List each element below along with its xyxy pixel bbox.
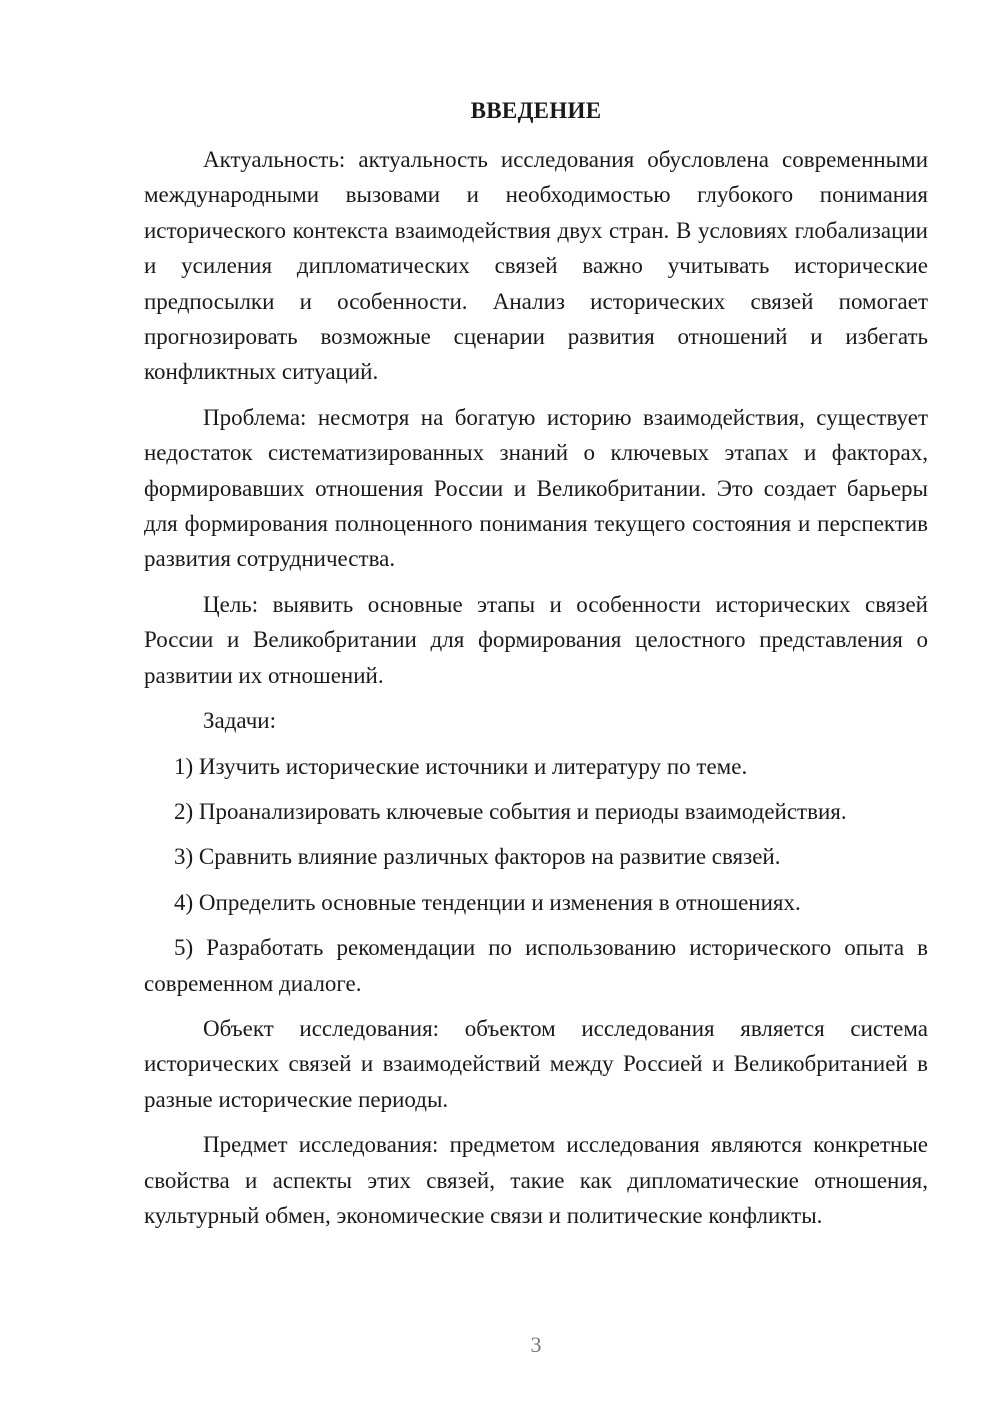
page-title: ВВЕДЕНИЕ [470, 98, 602, 123]
paragraph-goal: Цель: выявить основные этапы и особенности исторических связей России и Великобритании для формирования целостного представления о развитии их отношений. [144, 591, 928, 688]
paragraph-relevance: Актуальность: актуальность исследования обусловлена современными международными вызовами и необходимостью глубокого понимания исторического контекста взаимодействия двух стран. В условиях глобализации и усиления дипломатических связей важно учитывать исторические предпосылки и особенности. Анализ исторических связей помогает прогнозировать возможные сценарии развития отношений и избегать конфликтных ситуаций. [144, 147, 928, 385]
paragraph-subject: Предмет исследования: предметом исследования являются конкретные свойства и аспекты этих связей, такие как дипломатические отношения, культурный обмен, экономические связи и политические конфликты. [144, 1132, 928, 1228]
paragraph-problem: Проблема: несмотря на богатую историю взаимодействия, существует недостаток систематизированных знаний о ключевых этапах и факторах, формировавших отношения России и Великобритании. Это создает барьеры для формирования полноценного понимания текущего состояния и перспектив развития сотрудничества. [144, 404, 928, 572]
paragraph-object: Объект исследования: объектом исследования является система исторических связей и взаимодействий между Россией и Великобританией в разные исторические периоды. [144, 1015, 928, 1112]
tasks-heading: Задачи: [203, 708, 276, 734]
task-item-3: 3) Сравнить влияние различных факторов на развитие связей. [174, 844, 781, 870]
task-item-1: 1) Изучить исторические источники и литературу по теме. [174, 753, 748, 779]
page-number: 3 [530, 1332, 542, 1357]
task-item-4: 4) Определить основные тенденции и изменения в отношениях. [174, 889, 801, 915]
document-body [144, 142, 928, 1243]
task-item-5: 5) Разработать рекомендации по использованию исторического опыта в современном диалоге. [144, 935, 928, 996]
task-item-2: 2) Проанализировать ключевые события и периоды взаимодействия. [174, 798, 847, 824]
